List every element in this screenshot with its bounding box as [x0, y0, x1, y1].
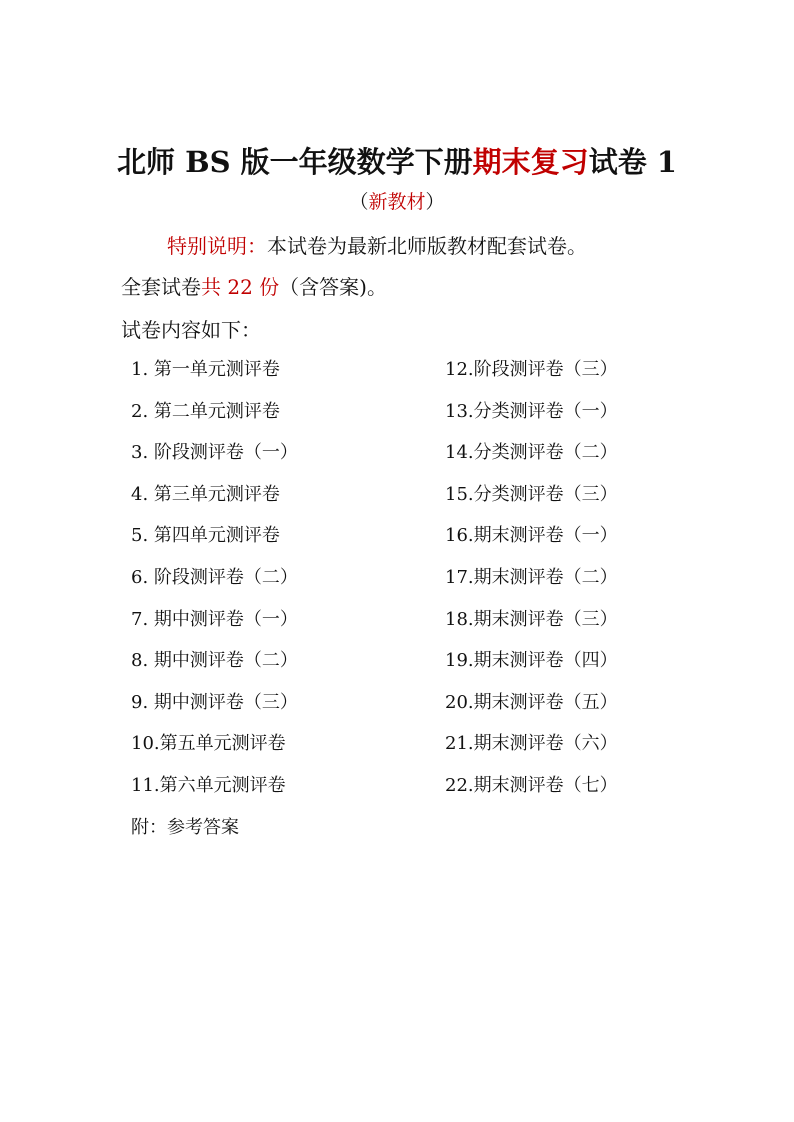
list-item: 8. 期中测评卷（二）: [131, 650, 298, 672]
special-note-line2: [121, 271, 387, 300]
list-item: 21.期末测评卷（六）: [445, 733, 618, 755]
special-note-line1: [167, 230, 587, 259]
title-highlight: 期末复习: [472, 145, 589, 179]
subtitle-close-paren: ）: [425, 191, 445, 213]
list-item: 5. 第四单元测评卷: [131, 525, 280, 547]
list-row: [131, 563, 671, 605]
document-subtitle: [0, 187, 794, 214]
content-heading: 试卷内容如下：: [121, 318, 261, 342]
list-item: 11.第六单元测评卷: [131, 774, 286, 796]
list-item: 15.分类测评卷（三）: [445, 483, 618, 505]
document-title: [0, 140, 794, 181]
set-count-highlight: 共 22 份: [201, 275, 280, 299]
list-row: [131, 480, 671, 522]
subtitle-open-paren: （: [349, 191, 369, 213]
list-item: 7. 期中测评卷（一）: [131, 608, 298, 630]
title-part2: 试卷 1: [588, 145, 677, 179]
list-row: [131, 521, 671, 563]
list-row: [131, 688, 671, 730]
paper-list: [131, 355, 671, 813]
list-item: 12.阶段测评卷（三）: [445, 359, 618, 380]
list-item: 22.期末测评卷（七）: [445, 774, 618, 796]
list-item: 3. 阶段测评卷（一）: [131, 442, 298, 464]
list-item: 17.期末测评卷（二）: [445, 566, 618, 588]
set-count-prefix: 全套试卷: [121, 275, 201, 299]
list-row: [131, 605, 671, 647]
list-item: 16.期末测评卷（一）: [445, 525, 618, 547]
list-row: [131, 646, 671, 688]
list-row: [131, 397, 671, 439]
list-item: 18.期末测评卷（三）: [445, 608, 618, 630]
title-part1: 北师 BS 版一年级数学下册: [117, 145, 473, 179]
special-note-label: 特别说明：: [167, 234, 267, 258]
list-item: 4. 第三单元测评卷: [131, 483, 280, 505]
list-item: 6. 阶段测评卷（二）: [131, 566, 298, 588]
appendix-answers: 附：参考答案: [131, 817, 239, 838]
list-item: 13.分类测评卷（一）: [445, 400, 618, 422]
list-row: [131, 438, 671, 480]
list-item: 14.分类测评卷（二）: [445, 442, 618, 464]
list-row: [131, 771, 671, 813]
list-row: [131, 355, 671, 397]
set-count-suffix: （含答案)。: [279, 275, 387, 299]
list-item: 9. 期中测评卷（三）: [131, 691, 298, 713]
list-item: 2. 第二单元测评卷: [131, 400, 280, 422]
subtitle-text: 新教材: [368, 191, 426, 213]
list-item: 1. 第一单元测评卷: [131, 359, 280, 380]
list-item: 19.期末测评卷（四）: [445, 650, 618, 672]
list-row: [131, 729, 671, 771]
list-item: 20.期末测评卷（五）: [445, 691, 618, 713]
special-note-text: 本试卷为最新北师版教材配套试卷。: [267, 234, 587, 258]
list-item: 10.第五单元测评卷: [131, 733, 286, 755]
